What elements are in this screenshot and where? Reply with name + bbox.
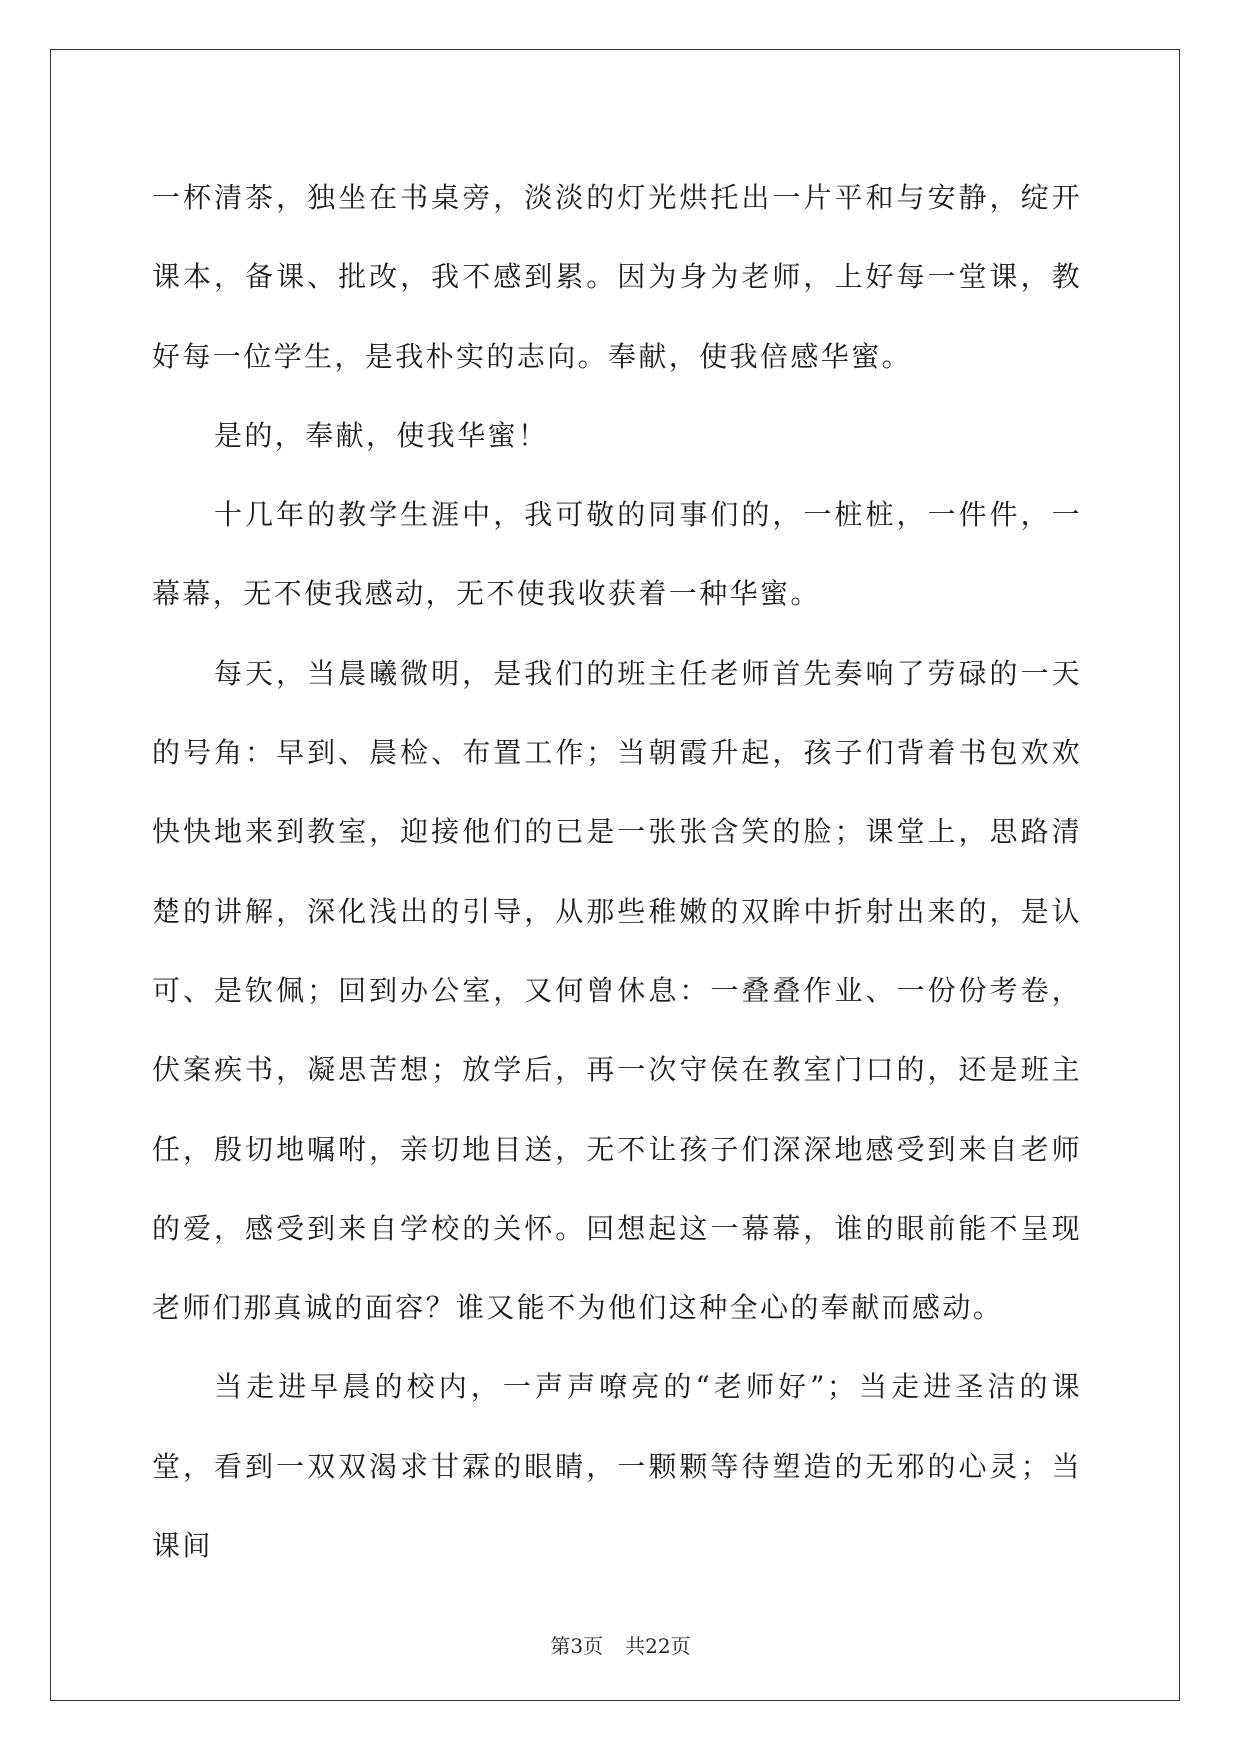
document-body: [152, 158, 1082, 1585]
page-number: 第3页: [550, 1634, 604, 1658]
paragraph-3: 十几年的教学生涯中，我可敬的同事们的，一桩桩，一件件，一幕幕，无不使我感动，无不使我收获着一种华蜜。: [152, 498, 1082, 611]
paragraph-5: 当走进早晨的校内，一声声嘹亮的“老师好”；当走进圣洁的课堂，看到一双双渴求甘霖的眼睛，一颗颗等待塑造的无邪的心灵；当课间: [152, 1370, 1082, 1563]
paragraph-2: 是的，奉献，使我华蜜！: [214, 418, 549, 452]
page-total: 共22页: [625, 1634, 691, 1658]
paragraph-4: 每天，当晨曦微明，是我们的班主任老师首先奏响了劳碌的一天的号角：早到、晨检、布置工作；当朝霞升起，孩子们背着书包欢欢快快地来到教室，迎接他们的已是一张张含笑的脸；课堂上，思路清楚的讲解，深化浅出的引导，从那些稚嫩的双眸中折射出来的，是认可、是钦佩；回到办公室，又何曾休息：一叠叠作业、一份份考卷，伏案疾书，凝思苦想；放学后，再一次守侯在教室门口的，还是班主任，殷切地嘱咐，亲切地目送，无不让孩子们深深地感受到来自老师的爱，感受到来自学校的关怀。回想起这一幕幕，谁的眼前能不呈现老师们那真诚的面容？谁又能不为他们这种全心的奉献而感动。: [152, 656, 1082, 1325]
paragraph-1: 一杯清茶，独坐在书桌旁，淡淡的灯光烘托出一片平和与安静，绽开课本，备课、批改，我不感到累。因为身为老师，上好每一堂课，教好每一位学生，是我朴实的志向。奉献，使我倍感华蜜。: [152, 181, 1082, 373]
page-footer: [0, 1630, 1241, 1659]
